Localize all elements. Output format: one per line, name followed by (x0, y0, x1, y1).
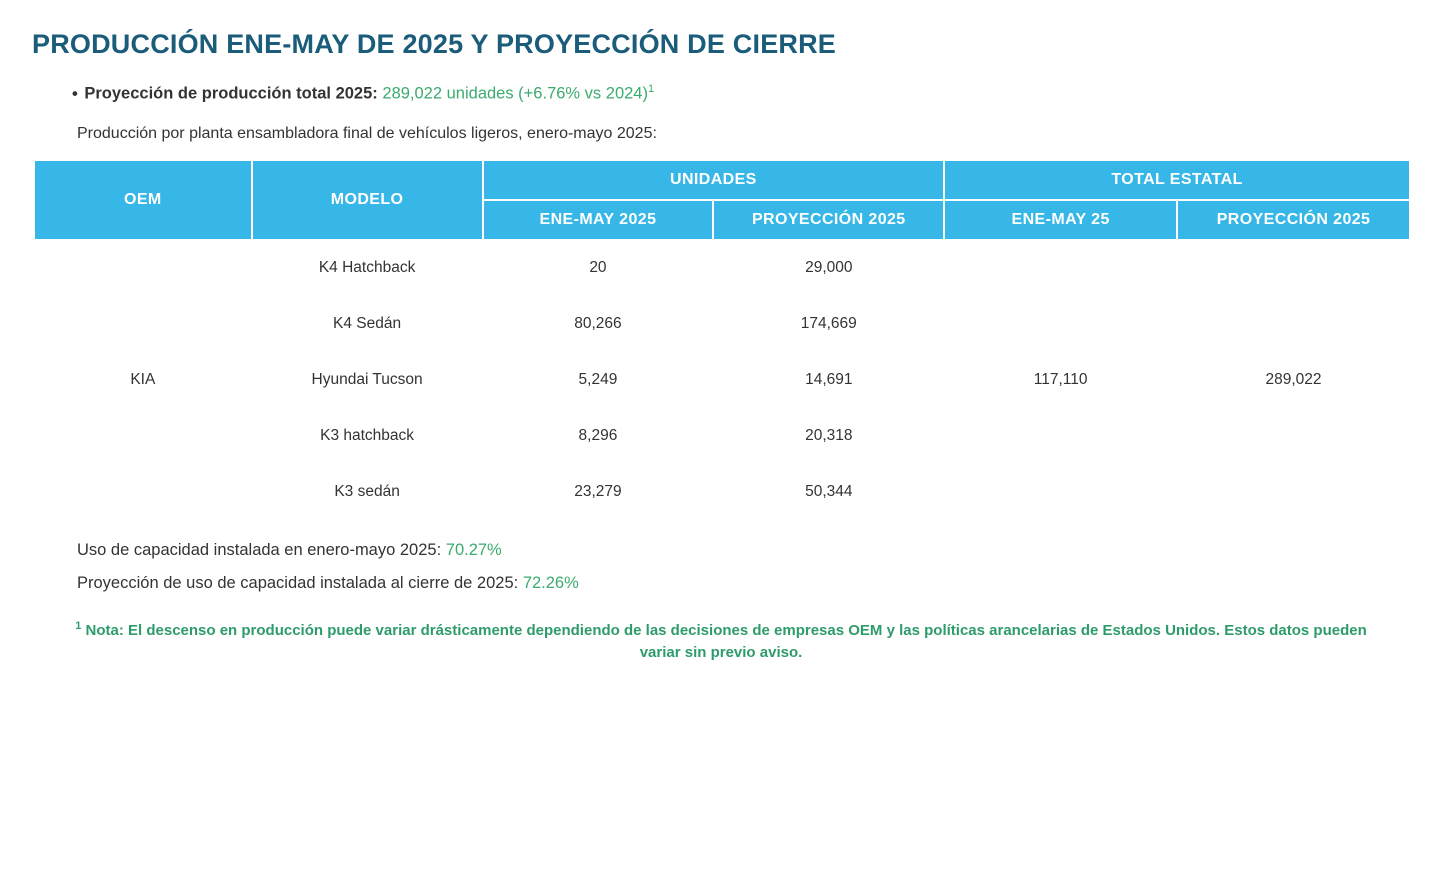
cell-ene-may: 5,249 (483, 352, 714, 408)
footnote-text: Nota: El descenso en producción puede variar drásticamente dependiendo de las decisiones de empresas OEM y las políticas arancelarias de Estados Unidos. Estos datos pueden variar sin previo aviso. (81, 622, 1367, 662)
header-unidades-ene-may: ENE-MAY 2025 (483, 200, 714, 240)
header-estatal-ene-may: ENE-MAY 25 (944, 200, 1177, 240)
capacity-value-1: 70.27% (445, 541, 502, 560)
cell-proyeccion: 50,344 (713, 464, 944, 520)
header-unidades-proyeccion: PROYECCIÓN 2025 (713, 200, 944, 240)
header-oem: OEM (34, 160, 252, 240)
cell-oem: KIA (34, 240, 252, 520)
cell-proyeccion: 20,318 (713, 408, 944, 464)
header-total-estatal: TOTAL ESTATAL (944, 160, 1410, 200)
cell-ene-may: 20 (483, 240, 714, 296)
header-estatal-proyeccion: PROYECCIÓN 2025 (1177, 200, 1410, 240)
cell-proyeccion: 14,691 (713, 352, 944, 408)
projection-bullet (72, 82, 1410, 105)
footnote-number: 1 (75, 620, 82, 633)
page-title: PRODUCCIÓN ENE-MAY DE 2025 Y PROYECCIÓN DE CIERRE (32, 29, 837, 59)
footnote (32, 619, 1410, 664)
header-unidades: UNIDADES (483, 160, 945, 200)
cell-modelo: K4 Sedán (252, 296, 483, 352)
bullet-icon: • (72, 84, 78, 103)
slide-page (0, 28, 1442, 882)
capacity-line-1 (77, 541, 1410, 560)
capacity-value-2: 72.26% (522, 574, 579, 593)
projection-value: 289,022 unidades (+6.76% vs 2024) (382, 84, 648, 103)
table-row (34, 240, 1410, 296)
table-subtitle: Producción por planta ensambladora final de vehículos ligeros, enero-mayo 2025: (77, 125, 657, 143)
cell-modelo: K3 hatchback (252, 408, 483, 464)
capacity-line-2 (77, 574, 1410, 593)
header-modelo: MODELO (252, 160, 483, 240)
capacity-label-2: Proyección de uso de capacidad instalada al cierre de 2025: (77, 574, 519, 593)
cell-modelo: K4 Hatchback (252, 240, 483, 296)
cell-ene-may: 8,296 (483, 408, 714, 464)
cell-total-proyeccion: 289,022 (1177, 240, 1410, 520)
cell-modelo: Hyundai Tucson (252, 352, 483, 408)
cell-proyeccion: 174,669 (713, 296, 944, 352)
cell-total-ene-may: 117,110 (944, 240, 1177, 520)
cell-modelo: K3 sedán (252, 464, 483, 520)
cell-ene-may: 80,266 (483, 296, 714, 352)
table-header-row-1 (34, 160, 1410, 200)
cell-proyeccion: 29,000 (713, 240, 944, 296)
capacity-label-1: Uso de capacidad instalada en enero-mayo 2025: (77, 541, 442, 560)
projection-label: Proyección de producción total 2025: (84, 84, 378, 103)
cell-ene-may: 23,279 (483, 464, 714, 520)
footnote-marker: 1 (647, 83, 655, 96)
production-table (33, 159, 1411, 521)
